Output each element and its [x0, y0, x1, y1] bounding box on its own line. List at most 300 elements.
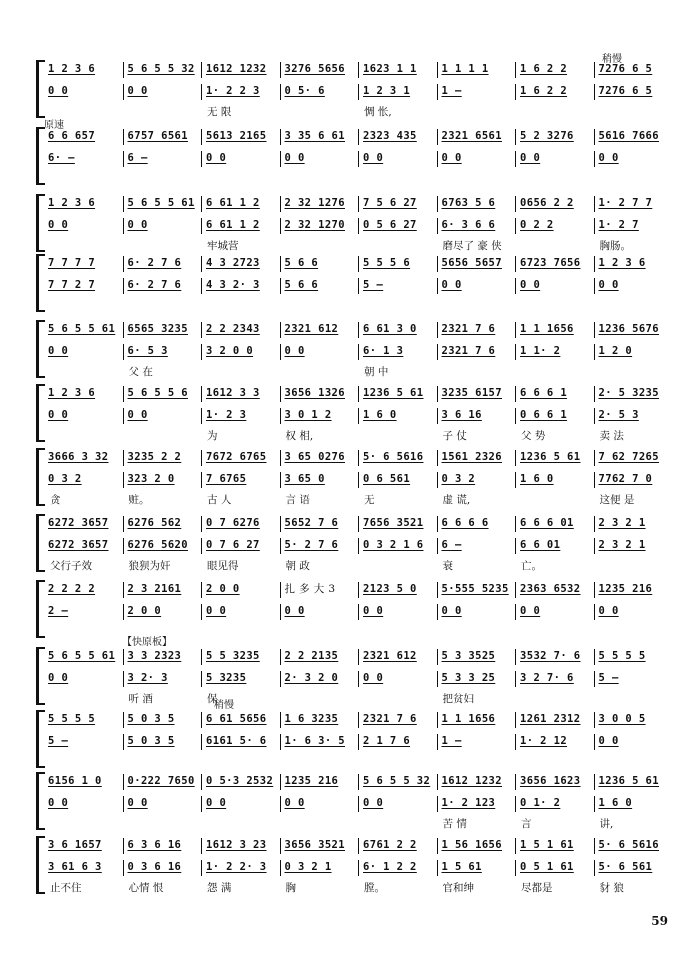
measure: 5 6 5 5 6 [123, 386, 202, 402]
upper-staff [44, 386, 672, 402]
measure: 2 2 2343 [201, 322, 280, 338]
measure: 0 0 [201, 796, 280, 812]
score-system [44, 382, 672, 444]
measure: 6 61 1 2 [201, 196, 280, 212]
measure: 3 0 0 5 [594, 712, 673, 728]
measure: 6 61 3 0 [358, 322, 437, 338]
lower-staff [44, 796, 672, 812]
measure: 3 2 0 0 [201, 344, 280, 360]
lyric-syllable: 止不住 [50, 882, 82, 894]
lyric-syllable: 父 在 [128, 366, 153, 378]
measure: 3656 3521 [280, 838, 359, 854]
measure: 3 6 16 [437, 408, 516, 424]
measure: 2321 7 6 [358, 712, 437, 728]
measure: 3 2 7· 6 [515, 671, 594, 687]
lyrics-line [44, 816, 672, 830]
lyric-syllable: 讲, [599, 818, 614, 830]
measure: 1 6 2 2 [515, 84, 594, 100]
measure: 3 0 1 2 [280, 408, 359, 424]
measure: 3 2· 3 [123, 671, 202, 687]
measure: 5 6 5 5 32 [123, 62, 202, 78]
lower-staff [44, 84, 672, 100]
measure: 0 0 [358, 796, 437, 812]
measure: 1 5 61 [437, 860, 516, 876]
measure: 2 2 2135 [280, 649, 359, 665]
score-system [44, 708, 672, 770]
measure: 5 6 5 5 61 [48, 650, 116, 662]
measure: 5 5 5 5 [594, 649, 673, 665]
measure: 0 5· 6 [280, 84, 359, 100]
measure: 7 5 6 27 [358, 196, 437, 212]
measure: 3 3 2323 [123, 649, 202, 665]
measure: 0 3 6 16 [123, 860, 202, 876]
measure: 5 5 5 6 [358, 256, 437, 272]
lyrics-line [44, 558, 672, 572]
measure: 1 56 1656 [437, 838, 516, 854]
measure: 1 2 3 6 [48, 197, 96, 209]
measure: 2 3 2 1 [594, 516, 673, 532]
lyric-syllable: 亡。 [521, 560, 542, 572]
measure: 5 — [358, 278, 437, 294]
measure: 5 3 3525 [437, 649, 516, 665]
measure: 6 6 6 6 [437, 516, 516, 532]
lyric-syllable: 惆 怅, [364, 106, 392, 118]
lyrics-line [44, 492, 672, 506]
measure: 323 2 0 [123, 472, 202, 488]
lyric-syllable: 为 [207, 430, 218, 442]
lower-staff [44, 604, 672, 620]
tempo-mark-slow-2: 稍慢 [214, 700, 234, 711]
measure: 6757 6561 [123, 129, 202, 145]
measure: 6· — [48, 152, 75, 164]
measure: 6 6 01 [515, 538, 594, 554]
measure: 0 0 [48, 85, 69, 97]
measure: 5· 6 5616 [358, 450, 437, 466]
upper-staff [44, 838, 672, 854]
measure: 1 — [437, 734, 516, 750]
measure: 4 3 2· 3 [201, 278, 280, 294]
measure: 1· 2 2· 3 [201, 860, 280, 876]
measure: 2 32 1270 [280, 218, 359, 234]
measure: 2321 6561 [437, 129, 516, 145]
measure: 5656 5657 [437, 256, 516, 272]
measure: 1 6 3235 [280, 712, 359, 728]
lyric-syllable: 子 仗 [442, 430, 467, 442]
measure: 0·222 7650 [123, 774, 202, 790]
measure: 5 6 5 5 61 [123, 196, 202, 212]
upper-staff [44, 129, 672, 145]
measure: 6 6 657 [48, 130, 96, 142]
measure: 5616 7666 [594, 129, 673, 145]
measure: 1 1 1 1 [437, 62, 516, 78]
measure: 2 32 1276 [280, 196, 359, 212]
measure: 6 — [437, 538, 516, 554]
measure: 1· 2 7 7 [594, 196, 673, 212]
measure: 5 — [48, 735, 69, 747]
measure: 5 2 3276 [515, 129, 594, 145]
upper-staff [44, 322, 672, 338]
measure: 0 6 6 1 [515, 408, 594, 424]
lyric-syllable: 父行子效 [50, 560, 92, 572]
measure: 2 3 2 1 [594, 538, 673, 554]
lyric-syllable: 膛。 [364, 882, 385, 894]
upper-staff [44, 450, 672, 466]
measure: 5 6 5 5 32 [358, 774, 437, 790]
score-system [44, 770, 672, 832]
measure: 1561 2326 [437, 450, 516, 466]
measure: 1 1 1656 [437, 712, 516, 728]
measure: 1 6 0 [358, 408, 437, 424]
measure: 6· 2 7 6 [123, 278, 202, 294]
measure: 0 5 1 61 [515, 860, 594, 876]
upper-staff [44, 649, 672, 665]
measure: 0 6 561 [358, 472, 437, 488]
lower-staff [44, 671, 672, 687]
score-system [44, 58, 672, 120]
measure: 1236 5676 [594, 322, 673, 338]
lyric-syllable: 无 [364, 494, 375, 506]
score-system [44, 125, 672, 187]
lyric-syllable: 豺 狼 [599, 882, 624, 894]
measure: 3656 1326 [280, 386, 359, 402]
measure: 3 65 0276 [280, 450, 359, 466]
measure: 1 2 3 6 [594, 256, 673, 272]
measure: 1261 2312 [515, 712, 594, 728]
section-label: 【快原板】 [122, 637, 172, 648]
measure: 0 0 [515, 604, 594, 620]
measure: 2· 3 2 0 [280, 671, 359, 687]
measure: 1236 5 61 [515, 450, 594, 466]
lyrics-line [44, 880, 672, 894]
score-system [44, 252, 672, 314]
lower-staff [44, 278, 672, 294]
measure: 3666 3 32 [48, 451, 109, 463]
measure: 5· 6 561 [594, 860, 673, 876]
measure: 7 7 2 7 [48, 279, 96, 291]
measure: 6723 7656 [515, 256, 594, 272]
measure: 5613 2165 [201, 129, 280, 145]
measure: 0 0 [594, 151, 673, 167]
measure: 0 7 6 27 [201, 538, 280, 554]
measure: 0 0 [123, 84, 202, 100]
upper-staff [44, 62, 672, 78]
measure: 6 6 6 1 [515, 386, 594, 402]
measure: 0 0 [280, 796, 359, 812]
lower-staff [44, 472, 672, 488]
measure: 5 6 5 5 61 [48, 323, 116, 335]
measure: 0 0 [594, 604, 673, 620]
measure: 6 6 6 01 [515, 516, 594, 532]
measure: 0 0 [515, 151, 594, 167]
lyric-syllable: 这便 是 [599, 494, 635, 506]
measure: 1612 1232 [201, 62, 280, 78]
measure: 0 0 [201, 151, 280, 167]
measure: 1· 2 7 [594, 218, 673, 234]
lyric-syllable: 保 [207, 693, 218, 705]
score-system [44, 645, 672, 707]
measure: 6· 5 3 [123, 344, 202, 360]
lower-staff [44, 734, 672, 750]
lower-staff [44, 538, 672, 554]
lyric-syllable: 言 语 [285, 494, 310, 506]
measure: 2 1 7 6 [358, 734, 437, 750]
lyric-syllable: 父 势 [521, 430, 546, 442]
measure: 7276 6 5 [594, 84, 673, 100]
measure: 2321 7 6 [437, 344, 516, 360]
lyric-syllable: 眼见得 [207, 560, 239, 572]
measure: 1612 1232 [437, 774, 516, 790]
measure: 3532 7· 6 [515, 649, 594, 665]
lyric-syllable: 贪 [50, 494, 61, 506]
measure: 6 61 1 2 [201, 218, 280, 234]
measure: 1 2 0 [594, 344, 673, 360]
score-system [44, 446, 672, 508]
measure: 扎 多 大 3 [280, 582, 359, 598]
measure: 6 3 6 16 [123, 838, 202, 854]
measure: 0 0 [48, 409, 69, 421]
measure: 6565 3235 [123, 322, 202, 338]
measure: 0 0 [358, 151, 437, 167]
measure: 7 7 7 7 [48, 257, 96, 269]
measure: 0 0 [358, 671, 437, 687]
measure: 0 7 6276 [201, 516, 280, 532]
lyrics-line [44, 691, 672, 705]
measure: 1· 2 123 [437, 796, 516, 812]
measure: 1235 216 [594, 582, 673, 598]
measure: 3276 5656 [280, 62, 359, 78]
lyric-syllable: 衰 [442, 560, 453, 572]
measure: 3235 6157 [437, 386, 516, 402]
measure: 3 65 0 [280, 472, 359, 488]
lyric-syllable: 官和绅 [442, 882, 474, 894]
measure: 5 3 3 25 [437, 671, 516, 687]
measure: 1· 2 12 [515, 734, 594, 750]
lyric-syllable: 胸肠。 [599, 240, 631, 252]
measure: 2 0 0 [123, 604, 202, 620]
measure: 1 2 3 1 [358, 84, 437, 100]
score-system [44, 512, 672, 574]
lower-staff [44, 408, 672, 424]
lyric-syllable: 把贫妇 [442, 693, 474, 705]
lower-staff [44, 151, 672, 167]
measure: 5 5 5 5 [48, 713, 96, 725]
measure: 5652 7 6 [280, 516, 359, 532]
lower-staff [44, 218, 672, 234]
measure: 7656 3521 [358, 516, 437, 532]
measure: 2 2 2 2 [48, 583, 96, 595]
lyric-syllable: 心情 恨 [128, 882, 164, 894]
measure: 1 2 3 6 [48, 63, 96, 75]
upper-staff [44, 582, 672, 598]
measure: 5 0 3 5 [123, 712, 202, 728]
lyric-syllable: 听 酒 [128, 693, 153, 705]
upper-staff [44, 712, 672, 728]
lyric-syllable: 无 限 [207, 106, 232, 118]
lyric-syllable: 苦 情 [442, 818, 467, 830]
tempo-mark-slow-1: 稍慢 [602, 54, 622, 65]
measure: 0 3 2 1 6 [358, 538, 437, 554]
measure: 3 61 6 3 [48, 861, 102, 873]
measure: 1236 5 61 [594, 774, 673, 790]
measure: 0 0 [280, 604, 359, 620]
measure: 1 2 3 6 [48, 387, 96, 399]
score-system [44, 192, 672, 254]
upper-staff [44, 256, 672, 272]
measure: 6276 562 [123, 516, 202, 532]
measure: 0 0 [201, 604, 280, 620]
lyric-syllable: 赃。 [128, 494, 150, 506]
measure: 2321 612 [280, 322, 359, 338]
measure: 0 0 [594, 278, 673, 294]
measure: 6· 1 2 2 [358, 860, 437, 876]
measure: 5 6 6 [280, 256, 359, 272]
upper-staff [44, 196, 672, 212]
measure: 5 — [594, 671, 673, 687]
measure: 1235 216 [280, 774, 359, 790]
measure: 7672 6765 [201, 450, 280, 466]
measure: 1236 5 61 [358, 386, 437, 402]
score-system [44, 318, 672, 380]
measure: 0 0 [280, 344, 359, 360]
measure: 0 0 [48, 797, 69, 809]
measure: 2123 5 0 [358, 582, 437, 598]
measure: 0 2 2 [515, 218, 594, 234]
measure: 2 0 0 [201, 582, 280, 598]
score-system [44, 578, 672, 640]
measure: 5· 6 5616 [594, 838, 673, 854]
lyrics-line [44, 428, 672, 442]
measure: 1 1· 2 [515, 344, 594, 360]
measure: 0656 2 2 [515, 196, 594, 212]
lyric-syllable: 古 人 [207, 494, 232, 506]
lyric-syllable: 虚 谎, [442, 494, 471, 506]
lyric-syllable: 尽都是 [521, 882, 553, 894]
measure: 0 1· 2 [515, 796, 594, 812]
measure: 6 61 5656 [201, 712, 280, 728]
measure: 2· 5 3235 [594, 386, 673, 402]
measure: 5 5 3235 [201, 649, 280, 665]
measure: 0 0 [280, 151, 359, 167]
measure: 2321 612 [358, 649, 437, 665]
measure: 1· 2 2 3 [201, 84, 280, 100]
measure: 1612 3 23 [201, 838, 280, 854]
lyrics-line [44, 171, 672, 185]
measure: 2363 6532 [515, 582, 594, 598]
upper-staff [44, 774, 672, 790]
measure: 2323 435 [358, 129, 437, 145]
measure: 0 0 [515, 278, 594, 294]
measure: 0 3 2 1 [280, 860, 359, 876]
measure: 0 0 [358, 604, 437, 620]
measure: 6· 3 6 6 [437, 218, 516, 234]
measure: 7 62 7265 [594, 450, 673, 466]
measure: 0 0 [437, 278, 516, 294]
measure: 1 6 2 2 [515, 62, 594, 78]
lyrics-line [44, 624, 672, 638]
measure: 0 0 [123, 796, 202, 812]
measure: 2 — [48, 605, 69, 617]
measure: 0 0 [48, 345, 69, 357]
measure: 5 3235 [201, 671, 280, 687]
lyric-syllable: 权 相, [285, 430, 314, 442]
lyric-syllable: 卖 法 [599, 430, 624, 442]
measure: 2· 5 3 [594, 408, 673, 424]
measure: 1 1 1656 [515, 322, 594, 338]
measure: 3 6 1657 [48, 839, 102, 851]
measure: 1612 3 3 [201, 386, 280, 402]
measure: 0 0 [437, 604, 516, 620]
measure: 1 6 0 [594, 796, 673, 812]
lyrics-line [44, 754, 672, 768]
measure: 0 0 [48, 672, 69, 684]
measure: 0 5 6 27 [358, 218, 437, 234]
measure: 0 3 2 [48, 473, 82, 485]
measure: 1 5 1 61 [515, 838, 594, 854]
lower-staff [44, 860, 672, 876]
measure: 5 6 6 [280, 278, 359, 294]
measure: 1 — [437, 84, 516, 100]
measure: 7762 7 0 [594, 472, 673, 488]
measure: 0 5·3 2532 [201, 774, 280, 790]
measure: 2 3 2161 [123, 582, 202, 598]
measure: 0 3 2 [437, 472, 516, 488]
lyrics-line [44, 104, 672, 118]
measure: 6· 2 7 6 [123, 256, 202, 272]
measure: 7276 6 5 [594, 62, 673, 78]
lyric-syllable: 磨尽了 豪 侠 [442, 240, 502, 252]
lower-staff [44, 344, 672, 360]
measure: 6763 5 6 [437, 196, 516, 212]
measure: 6 — [123, 151, 202, 167]
measure: 6761 2 2 [358, 838, 437, 854]
measure: 7 6765 [201, 472, 280, 488]
measure: 1· 6 3· 5 [280, 734, 359, 750]
measure: 0 0 [594, 734, 673, 750]
measure: 6· 1 3 [358, 344, 437, 360]
score-system [44, 834, 672, 896]
measure: 1623 1 1 [358, 62, 437, 78]
measure: 4 3 2723 [201, 256, 280, 272]
measure: 6161 5· 6 [201, 734, 280, 750]
lyric-syllable: 狼狈为奸 [128, 560, 171, 572]
measure: 0 0 [48, 219, 69, 231]
measure: 0 0 [123, 408, 202, 424]
measure: 3235 2 2 [123, 450, 202, 466]
measure: 6276 5620 [123, 538, 202, 554]
lyrics-line [44, 238, 672, 252]
lyric-syllable: 牢城营 [207, 240, 239, 252]
page-number: 59 [651, 914, 668, 928]
measure: 2321 7 6 [437, 322, 516, 338]
measure: 5·555 5235 [437, 582, 516, 598]
lyric-syllable: 怨 满 [207, 882, 232, 894]
lyrics-line [44, 364, 672, 378]
lyric-syllable: 言 [521, 818, 532, 830]
measure: 6272 3657 [48, 539, 109, 551]
measure: 5· 2 7 6 [280, 538, 359, 554]
measure: 6156 1 0 [48, 775, 102, 787]
measure: 1· 2 3 [201, 408, 280, 424]
lyric-syllable: 胸 [285, 882, 296, 894]
measure: 3656 1623 [515, 774, 594, 790]
lyric-syllable: 朝 中 [364, 366, 389, 378]
measure: 1 6 0 [515, 472, 594, 488]
measure: 6272 3657 [48, 517, 109, 529]
measure: 0 0 [437, 151, 516, 167]
lyrics-line [44, 298, 672, 312]
measure: 5 0 3 5 [123, 734, 202, 750]
lyric-syllable: 朝 政 [285, 560, 310, 572]
